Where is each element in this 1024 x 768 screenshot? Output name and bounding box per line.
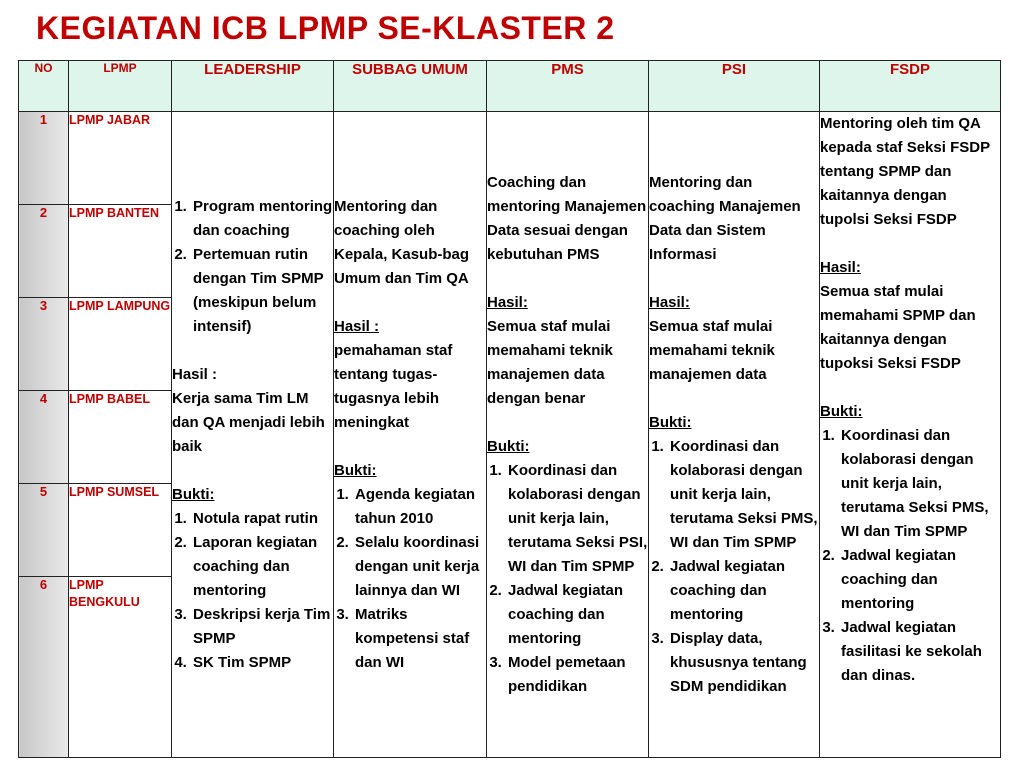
list-item: 2. Pertemuan rutin dengan Tim SPMP (meskipun belum intensif) — [191, 243, 333, 339]
psi-cell — [649, 112, 820, 758]
bukti-list — [172, 507, 333, 675]
lpmp-name: LPMP LAMPUNG — [69, 298, 172, 391]
list-item: 1. Notula rapat rutin — [191, 507, 333, 531]
row-number: 1 — [19, 112, 69, 205]
subbag-umum-cell — [334, 112, 487, 758]
lpmp-name: LPMP BANTEN — [69, 205, 172, 298]
intro-text: Mentoring oleh tim QA kepada staf Seksi FSDP tentang SPMP dan kaitannya dengan tupolsi Seksi FSDP — [820, 115, 990, 228]
hasil-text: Semua staf mulai memahami teknik manajemen data dengan benar — [487, 317, 613, 407]
lpmp-name: LPMP SUMSEL — [69, 484, 172, 577]
lpmp-name: LPMP BENGKULU — [69, 577, 172, 758]
lpmp-name: LPMP BABEL — [69, 391, 172, 484]
list-item: 3. Matriks kompetensi staf dan WI — [353, 603, 486, 675]
list-item: 3. Model pemetaan pendidikan — [506, 651, 648, 699]
row-number: 6 — [19, 577, 69, 758]
row-number: 2 — [19, 205, 69, 298]
header-psi: PSI — [649, 61, 820, 112]
lpmp-name: LPMP JABAR — [69, 112, 172, 205]
list-item: 1. Program mentoring dan coaching — [191, 195, 333, 243]
hasil-label: Hasil : — [334, 317, 380, 335]
row-number: 5 — [19, 484, 69, 577]
header-no: NO — [19, 61, 69, 112]
list-item: 1. Koordinasi dan kolaborasi dengan unit kerja lain, terutama Seksi PMS, WI dan Tim SPMP — [668, 435, 819, 555]
list-item: 3. Display data, khususnya tentang SDM pendidikan — [668, 627, 819, 699]
bukti-label: Bukti: — [172, 485, 215, 503]
fsdp-cell — [820, 112, 1001, 758]
hasil-label: Hasil: — [820, 259, 861, 276]
list-item: 3. Deskripsi kerja Tim SPMP — [191, 603, 333, 651]
bukti-label: Bukti: — [820, 403, 863, 420]
bukti-label: Bukti: — [487, 437, 530, 455]
list-item: 2. Jadwal kegiatan coaching dan mentoring — [506, 579, 648, 651]
bukti-list — [334, 483, 486, 675]
hasil-text: Kerja sama Tim LM dan QA menjadi lebih baik — [172, 389, 325, 455]
header-subbag-umum: SUBBAG UMUM — [334, 61, 487, 112]
bukti-list — [820, 424, 1000, 688]
hasil-label: Hasil: — [487, 293, 528, 311]
list-item: 3. Jadwal kegiatan fasilitasi ke sekolah dan dinas. — [839, 616, 1000, 688]
list-item: 2. Selalu koordinasi dengan unit kerja lainnya dan WI — [353, 531, 486, 603]
pms-cell — [487, 112, 649, 758]
klaster-table — [18, 60, 1001, 758]
table-row — [19, 112, 1001, 205]
header-pms: PMS — [487, 61, 649, 112]
hasil-text: Semua staf mulai memahami SPMP dan kaitannya dengan tupoksi Seksi FSDP — [820, 283, 976, 372]
row-number: 3 — [19, 298, 69, 391]
hasil-text: pemahaman staf tentang tugas-tugasnya lebih meningkat — [334, 341, 453, 431]
hasil-text: Semua staf mulai memahami teknik manajemen data — [649, 317, 775, 383]
bukti-label: Bukti: — [334, 461, 377, 479]
leadership-list — [172, 195, 333, 339]
intro-text: Coaching dan mentoring Manajemen Data sesuai dengan kebutuhan PMS — [487, 173, 647, 263]
intro-text: Mentoring dan coaching oleh Kepala, Kasub-bag Umum dan Tim QA — [334, 197, 470, 287]
bukti-list — [649, 435, 819, 699]
bukti-label: Bukti: — [649, 413, 692, 431]
hasil-label: Hasil : — [172, 365, 218, 383]
intro-text: Mentoring dan coaching Manajemen Data dan Sistem Informasi — [649, 173, 801, 263]
hasil-label: Hasil: — [649, 293, 690, 311]
header-fsdp: FSDP — [820, 61, 1001, 112]
list-item: 2. Jadwal kegiatan coaching dan mentoring — [668, 555, 819, 627]
header-leadership: LEADERSHIP — [172, 61, 334, 112]
list-item: 1. Agenda kegiatan tahun 2010 — [353, 483, 486, 531]
list-item: 2. Laporan kegiatan coaching dan mentoring — [191, 531, 333, 603]
row-number: 4 — [19, 391, 69, 484]
leadership-cell — [172, 112, 334, 758]
page-title: KEGIATAN ICB LPMP SE-KLASTER 2 — [36, 10, 615, 46]
list-item: 1. Koordinasi dan kolaborasi dengan unit kerja lain, terutama Seksi PMS, WI dan Tim SPMP — [839, 424, 1000, 544]
bukti-list — [487, 459, 648, 699]
list-item: 4. SK Tim SPMP — [191, 651, 333, 675]
list-item: 2. Jadwal kegiatan coaching dan mentoring — [839, 544, 1000, 616]
header-lpmp: LPMP — [69, 61, 172, 112]
list-item: 1. Koordinasi dan kolaborasi dengan unit kerja lain, terutama Seksi PSI, WI dan Tim SPMP — [506, 459, 648, 579]
header-row — [19, 61, 1001, 112]
